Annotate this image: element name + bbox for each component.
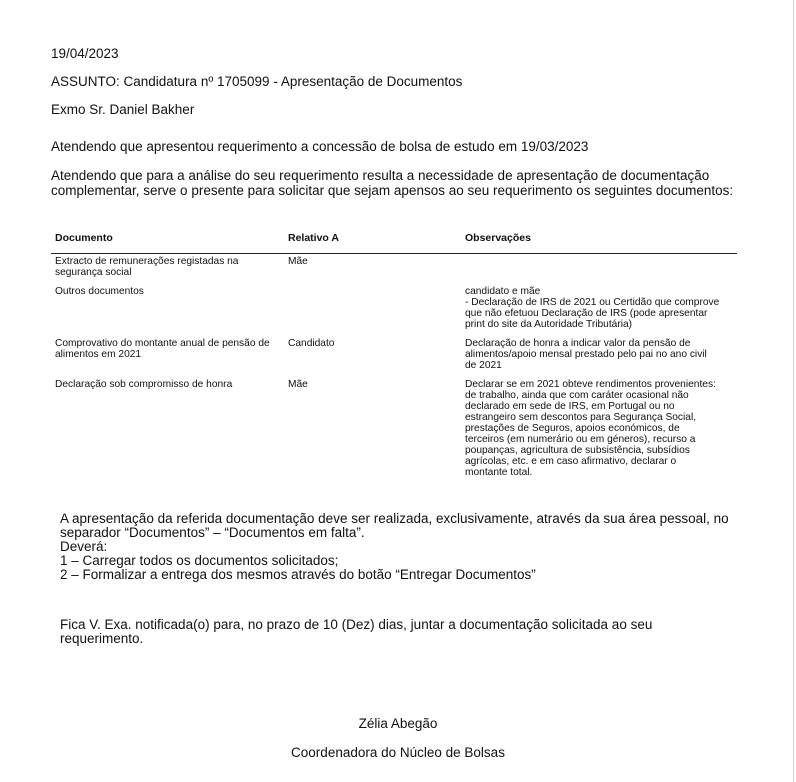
intro-line: Atendendo que para a análise do seu requerimento resulta a necessidade de apresentação de documentação [51, 168, 710, 183]
cell-documento [51, 336, 284, 377]
cell-line: alimentos/apoio mensal prestado pelo pai no ano civil [465, 349, 707, 360]
cell-line: Comprovativo do montante anual de pensão de [55, 338, 270, 349]
table-row [51, 336, 737, 377]
cell-relativo: Mãe [288, 256, 308, 267]
page-edge [793, 0, 794, 782]
instructions-line: A apresentação da referida documentação deve ser realizada, exclusivamente, através da sua área pessoal, no [60, 511, 729, 526]
cell-observacoes [461, 336, 737, 377]
intro-paragraph: Atendendo que apresentou requerimento a concessão de bolsa de estudo em 19/03/2023 [51, 139, 589, 154]
cell-line: agrícolas, etc. e em caso afirmativo, declarar o [465, 456, 677, 467]
cell-documento [51, 377, 284, 484]
notice-line: Fica V. Exa. notificada(o) para, no prazo de 10 (Dez) dias, juntar a documentação solicitada ao seu [60, 617, 653, 632]
letter-subject: ASSUNTO: Candidatura nº 1705099 - Apresentação de Documentos [51, 74, 463, 89]
header-documento: Documento [51, 230, 284, 254]
cell-documento [51, 284, 284, 336]
table-row [51, 254, 737, 285]
cell-relativo: Candidato [288, 338, 335, 349]
cell-relativo: Mãe [288, 379, 308, 390]
cell-line: que não efetuou Declaração de IRS (pode apresentar [465, 308, 708, 319]
cell-line: Declarar se em 2021 obteve rendimentos provenientes: [465, 379, 716, 390]
documents-table [51, 230, 737, 484]
cell-line: montante total. [465, 467, 533, 478]
cell-line: estrangeiro sem descontos para Segurança Social, [465, 412, 697, 423]
header-relativo: Relativo A [284, 230, 461, 254]
cell-line: prestações de Seguros, apoios económicos, de [465, 423, 680, 434]
cell-relativo [284, 284, 461, 336]
signature-role: Coordenadora do Núcleo de Bolsas [291, 745, 505, 760]
table-row [51, 377, 737, 484]
notice-block [60, 618, 760, 646]
cell-line: Outros documentos [55, 286, 144, 297]
instructions-block [60, 512, 760, 582]
instructions-line: 2 – Formalizar a entrega dos mesmos através do botão “Entregar Documentos” [60, 567, 536, 582]
cell-line: Extracto de remunerações registadas na [55, 256, 239, 267]
letter-salutation: Exmo Sr. Daniel Bakher [51, 102, 195, 117]
cell-line: Declaração sob compromisso de honra [55, 379, 233, 390]
cell-line: candidato e mãe [465, 286, 541, 297]
cell-line: declarado em sede de IRS, em Portugal ou no [465, 401, 675, 412]
cell-line: print do site da Autoridade Tributária) [465, 319, 633, 330]
cell-observacoes [461, 254, 737, 285]
cell-line: Declaração de honra a indicar valor da pensão de [465, 338, 691, 349]
instructions-line: separador “Documentos” – “Documentos em falta”. [60, 525, 365, 540]
letter-date: 19/04/2023 [51, 46, 119, 61]
cell-line: terceiros (em numerário ou em géneros), recurso a [465, 434, 696, 445]
notice-line: requerimento. [60, 631, 144, 646]
cell-line: alimentos em 2021 [55, 349, 142, 360]
cell-line: - Declaração de IRS de 2021 ou Certidão que comprove [465, 297, 720, 308]
cell-observacoes [461, 284, 737, 336]
cell-line: segurança social [55, 267, 132, 278]
table-header-row [51, 230, 737, 254]
cell-documento [51, 254, 284, 285]
cell-line: de trabalho, ainda que com caráter ocasional não [465, 390, 689, 401]
instructions-line: Deverá: [60, 539, 108, 554]
signature-name: Zélia Abegão [358, 716, 438, 731]
table-row [51, 284, 737, 336]
cell-observacoes [461, 377, 737, 484]
cell-line: poupanças, agricultura de subsistência, subsídios [465, 445, 690, 456]
cell-line: de 2021 [465, 360, 502, 371]
intro-line: complementar, serve o presente para solicitar que sejam apensos ao seu requerimento os seguintes documentos: [51, 183, 734, 198]
instructions-line: 1 – Carregar todos os documentos solicitados; [60, 553, 339, 568]
header-observacoes: Observações [461, 230, 737, 254]
intro-paragraph-2 [51, 168, 751, 198]
